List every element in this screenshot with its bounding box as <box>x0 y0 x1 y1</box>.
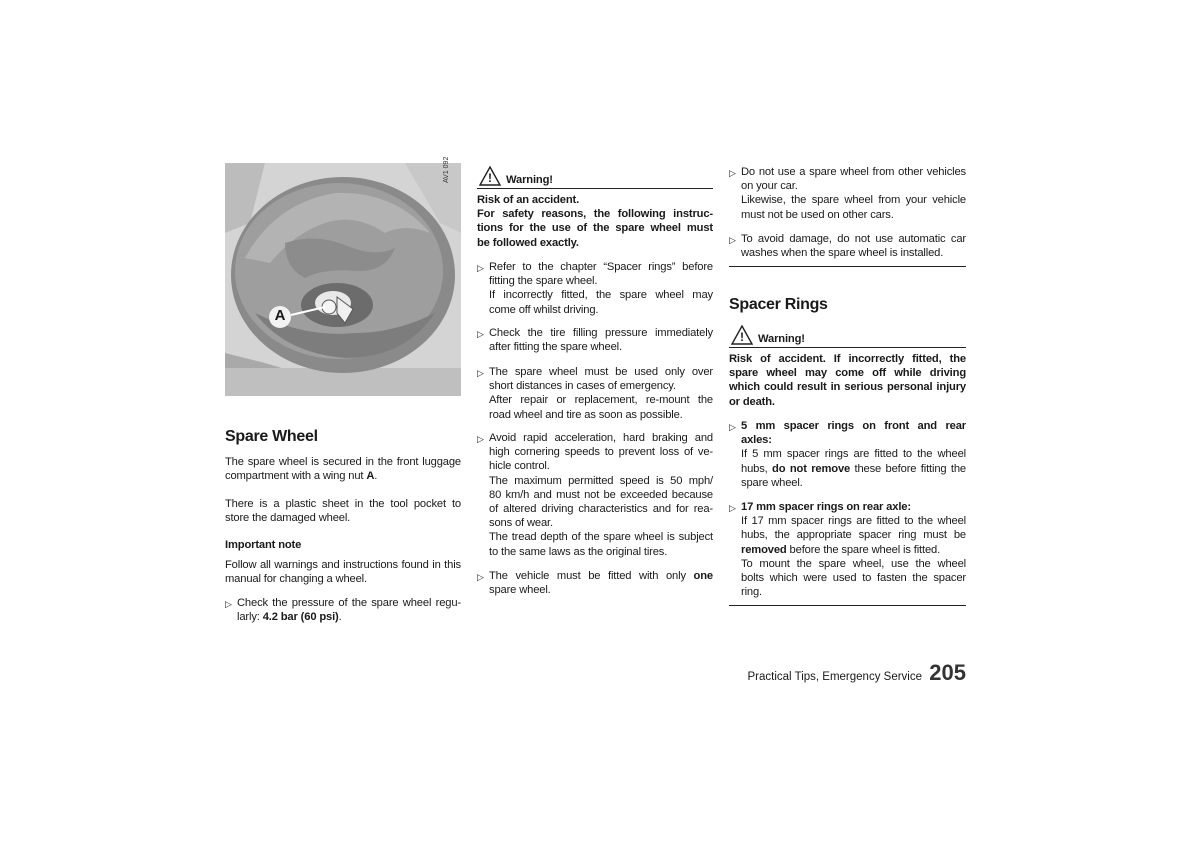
col3-w-line4: or death. <box>729 395 775 408</box>
col1-p3-line1: Follow all warnings and instructions found in this <box>225 559 461 571</box>
col3-s1-title1: 5 mm spacer rings on front and rear <box>741 420 966 432</box>
svg-text:!: ! <box>740 330 744 344</box>
col3-w-line1: Risk of accident. If incorrectly fitted, the <box>729 353 966 365</box>
col2-i2-line1: Check the tire filling pressure immediately <box>489 327 713 339</box>
col1-p3-line2: manual for changing a wheel. <box>225 573 367 586</box>
col2-i3-line3: After repair or replacement, re-mount the <box>489 394 713 407</box>
col2-item-3 <box>477 365 713 422</box>
col3-s2-title: 17 mm spacer rings on rear axle: <box>741 501 911 513</box>
col3-i1-line2: on your car. <box>741 180 798 193</box>
col2-i5-bold: one <box>693 570 713 582</box>
col3-i1-line3: Likewise, the spare wheel from your vehicle <box>741 194 966 207</box>
col3-w-line3: which could result in serious personal injury <box>729 381 966 394</box>
col1-b1-line1: Check the pressure of the spare wheel regu- <box>237 597 461 609</box>
spare-wheel-figure <box>225 156 461 396</box>
col2-w-line1: Risk of an accident. <box>477 194 580 206</box>
bullet-icon: ▷ <box>477 434 484 444</box>
col3-s2-bold: removed <box>741 543 787 556</box>
col2-i4-line6: of altered driving characteristics and for rea- <box>489 503 713 516</box>
callout-label-a: A <box>274 307 286 324</box>
section-divider <box>729 605 966 606</box>
col2-item-1 <box>477 260 713 317</box>
col1-b1-line2 <box>237 610 461 624</box>
col3-s1-title2: axles: <box>741 434 772 447</box>
col2-i1-line3: If incorrectly fitted, the spare wheel may <box>489 289 713 302</box>
bullet-icon: ▷ <box>477 263 484 273</box>
col1-p1-end: . <box>374 470 378 483</box>
col2-i4-line3: hicle control. <box>489 460 550 473</box>
col1-p1-line1: The spare wheel is secured in the front luggage <box>225 456 461 468</box>
col2-i3-line2: short distances in cases of emergency. <box>489 380 676 393</box>
bullet-icon: ▷ <box>225 599 232 609</box>
section-title: Practical Tips, Emergency Service <box>747 671 922 683</box>
col2-i5-line2: spare wheel. <box>489 584 551 597</box>
spacer-rings-heading: Spacer Rings <box>729 296 828 313</box>
col2-i5-line1 <box>489 569 713 583</box>
bullet-icon: ▷ <box>729 235 736 245</box>
col2-i5-text: The vehicle must be fitted with only <box>489 570 694 582</box>
col1-b1-end: . <box>338 611 342 624</box>
col3-s2-line4: To mount the spare wheel, use the wheel <box>741 557 966 570</box>
warning-label: Warning! <box>506 174 553 186</box>
bullet-icon: ▷ <box>729 168 736 178</box>
col2-item-5 <box>477 569 713 597</box>
col1-p1-text: compartment with a wing nut <box>225 470 367 483</box>
col2-i4-line7: sons of wear. <box>489 517 553 530</box>
col3-i2-line2: washes when the spare wheel is installed. <box>741 247 944 260</box>
col2-i2-line2: after fitting the spare wheel. <box>489 341 622 354</box>
col3-i1-line4: must not be used on other cars. <box>741 208 894 221</box>
col1-paragraph-1 <box>225 455 461 483</box>
col2-i4-line5: 80 km/h and must not be exceeded because <box>489 488 713 501</box>
page-number: 205 <box>929 660 966 685</box>
col1-p2-line1: There is a plastic sheet in the tool pocket to <box>225 498 461 510</box>
warning-triangle-icon <box>731 325 753 345</box>
warning-header-col3 <box>729 325 966 348</box>
col2-w-line2: For safety reasons, the following instruc- <box>477 208 713 221</box>
col2-i4-line8: The tread depth of the spare wheel is subject <box>489 531 713 544</box>
col2-item-4 <box>477 431 713 559</box>
col3-spacer-item-1 <box>729 419 966 490</box>
svg-text:!: ! <box>488 171 492 185</box>
col1-paragraph-3 <box>225 558 461 586</box>
col2-i1-line1: Refer to the chapter “Spacer rings” before <box>489 261 713 273</box>
section-divider <box>729 266 966 267</box>
col3-s1-line1: If 5 mm spacer rings are fitted to the wheel <box>741 448 966 461</box>
col3-s1-bold: do not remove <box>772 462 851 475</box>
col3-s1-line2 <box>741 462 966 476</box>
col3-item-2 <box>729 232 966 260</box>
col3-s1-line3: spare wheel. <box>741 476 803 489</box>
col3-s1-text: hubs, <box>741 462 773 475</box>
important-note-title: Important note <box>225 539 302 551</box>
col2-i4-line9: to the same laws as the original tires. <box>489 545 668 558</box>
col2-w-line4: be followed exactly. <box>477 236 579 249</box>
col3-s2-text: before the spare wheel is fitted. <box>786 543 941 556</box>
spare-wheel-heading: Spare Wheel <box>225 428 318 445</box>
col1-b1-text: larly: <box>237 611 263 624</box>
col3-i1-line1: Do not use a spare wheel from other vehicles <box>741 166 966 178</box>
bullet-icon: ▷ <box>477 368 484 378</box>
col3-s2-line1: If 17 mm spacer rings are fitted to the wheel <box>741 515 966 528</box>
col2-i1-line2: fitting the spare wheel. <box>489 275 598 288</box>
bullet-icon: ▷ <box>729 422 736 432</box>
bullet-icon: ▷ <box>477 572 484 582</box>
col3-s2-line3 <box>741 543 966 557</box>
warning-triangle-icon <box>479 166 501 186</box>
col2-i3-line4: road wheel and tire as soon as possible. <box>489 408 683 421</box>
col3-i2-line1: To avoid damage, do not use automatic car <box>741 233 966 245</box>
tire-pressure-value: 4.2 bar (60 psi) <box>262 611 339 624</box>
col2-w-line3: tions for the use of the spare wheel must <box>477 222 713 235</box>
col3-s2-line5: bolts which were used to fasten the spacer <box>741 572 966 585</box>
bullet-icon: ▷ <box>729 503 736 513</box>
col2-i1-line4: come off whilst driving. <box>489 303 599 316</box>
col2-i4-line2: high cornering speeds to prevent loss of ve- <box>489 446 713 459</box>
col3-s2-line6: ring. <box>741 586 763 599</box>
col2-item-2 <box>477 326 713 354</box>
spare-wheel-illustration <box>225 163 461 396</box>
col2-i4-line4: The maximum permitted speed is 50 mph/ <box>489 474 713 487</box>
bullet-icon: ▷ <box>477 329 484 339</box>
col3-spacer-item-2 <box>729 500 966 599</box>
col3-w-line2: spare wheel may come off while driving <box>729 367 966 380</box>
warning-header-col2 <box>477 166 713 189</box>
col1-bullet-1 <box>225 596 461 624</box>
col3-warning-text <box>729 352 966 409</box>
page-footer <box>700 658 966 688</box>
col3-s1-text2: these before fitting the <box>850 462 966 475</box>
col1-p1-line2 <box>225 469 461 483</box>
col3-s2-line2: hubs, the appropriate spacer ring must be <box>741 529 966 542</box>
figure-code: AV1 092 <box>443 156 450 183</box>
col2-i4-line1: Avoid rapid acceleration, hard braking and <box>489 432 713 444</box>
wing-nut-label: A <box>366 470 375 483</box>
col3-item-1 <box>729 165 966 222</box>
warning-label: Warning! <box>758 333 805 345</box>
col1-paragraph-2 <box>225 497 461 525</box>
col2-i3-line1: The spare wheel must be used only over <box>489 366 713 378</box>
col2-warning-text <box>477 193 713 250</box>
col1-p2-line2: store the damaged wheel. <box>225 512 351 525</box>
